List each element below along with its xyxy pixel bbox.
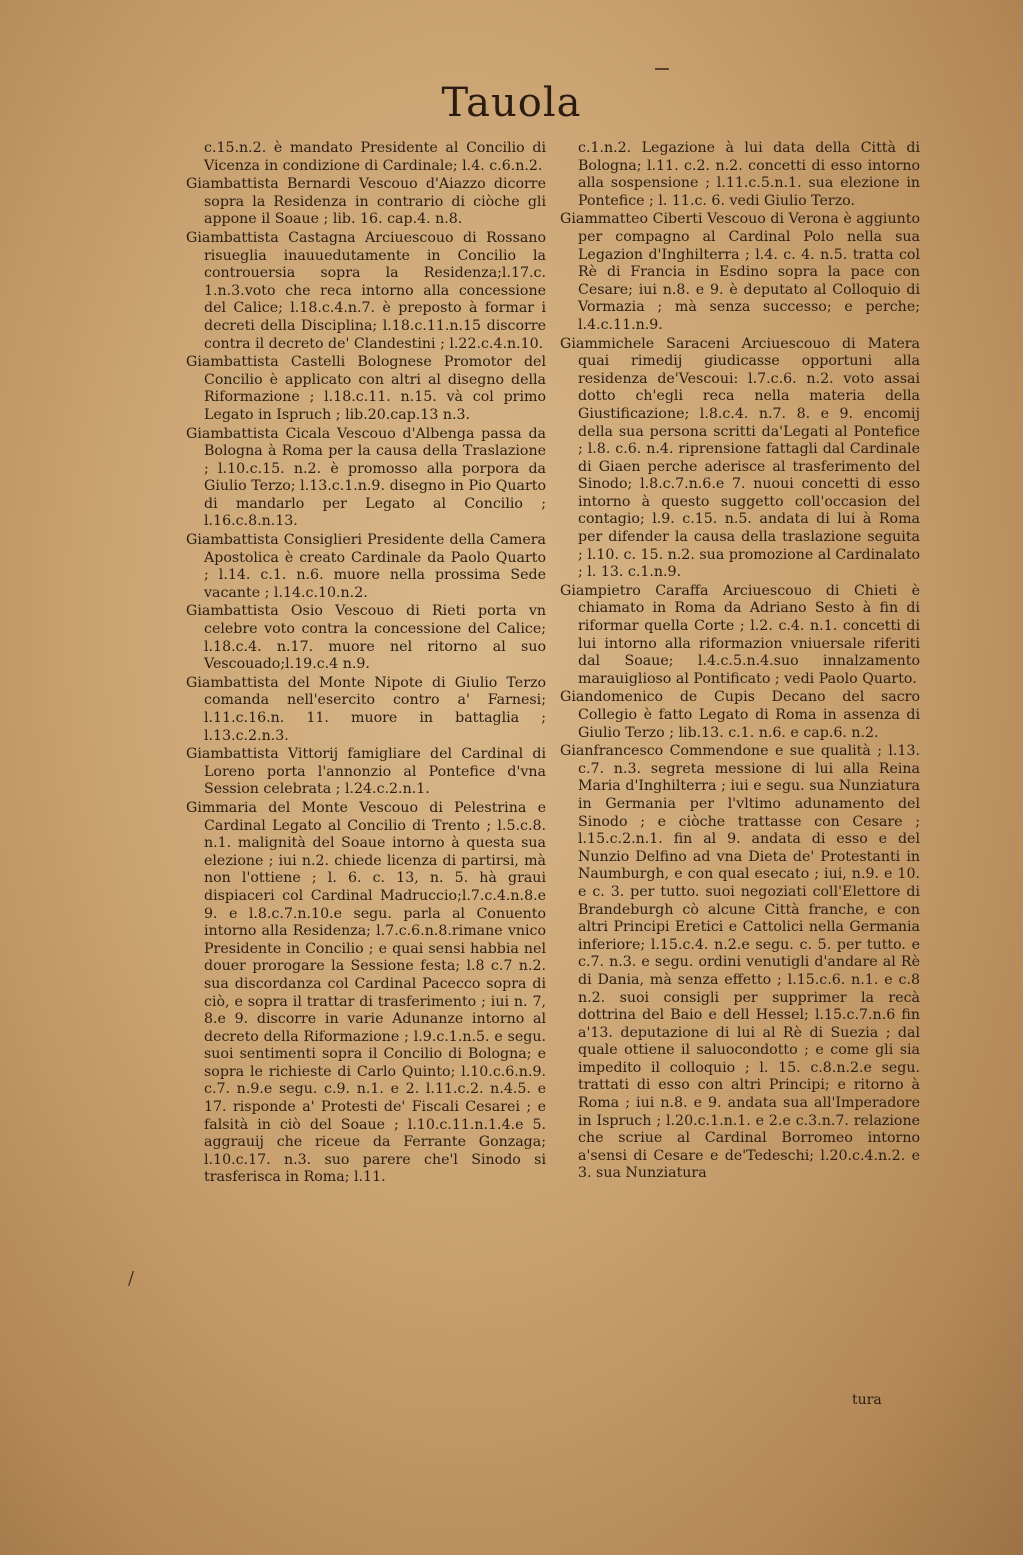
margin-mark: / <box>128 1268 135 1289</box>
right-column <box>560 140 920 1184</box>
index-entry: Giambattista Consiglieri Presidente della Camera Apostolica è creato Cardinale da Paolo Quarto ; l.14. c.1. n.6. muore nella prossima Sede vacante ; l.14.c.10.n.2. <box>186 532 546 601</box>
page-title: Tauola <box>441 80 582 126</box>
index-entry: Giambattista Castagna Arciuescouo di Rossano risueglia inauuedutamente in Concilio la controuersia sopra la Residenza;l.17.c. 1.n.3.voto che reca intorno alla concessione del Calice; l.18.c.4.n.7. è preposto à formar i decreti della Disciplina; l.18.c.11.n.15 discorre contra il decreto de' Clandestini ; l.22.c.4.n.10. <box>186 229 546 352</box>
printer-mark <box>655 68 669 70</box>
index-entry: Giambattista Cicala Vescouo d'Albenga passa da Bologna à Roma per la causa della Traslazione ; l.10.c.15. n.2. è promosso alla porpora da Giulio Terzo; l.13.c.1.n.9. disegno in Pio Quarto di mandarlo per Legato al Concilio ; l.16.c.8.n.13. <box>186 425 546 530</box>
index-entry: c.15.n.2. è mandato Presidente al Concilio di Vicenza in condizione di Cardinale; l.4. c.6.n.2. <box>204 140 546 174</box>
index-entry: Giammichele Saraceni Arciuescouo di Matera quai rimedij giudicasse opportuni alla residenza de'Vescoui: l.7.c.6. n.2. voto assai dotto ch'egli reca nella materia della Giustificazione; l.8.c.4. n.7. 8. e 9. encomij della sua persona scritti da'Legati al Pontefice ; l.8. c.6. n.4. riprensione fattagli dal Cardinale di Giaen perche aderisce al trasferimento del Sinodo; l.8.c.7.n.6.e 7. nuoui concetti di esso intorno à questo suggetto coll'occasion del contagio; l.9. c.15. n.5. andata di lui à Roma per difender la causa della traslazione seguita ; l.10. c. 15. n.2. sua promozione al Cardinalato ; l. 13. c.1.n.9. <box>560 335 920 581</box>
left-column <box>186 140 546 1188</box>
index-entry: Giandomenico de Cupis Decano del sacro Collegio è fatto Legato di Roma in assenza di Giulio Terzo ; lib.13. c.1. n.6. e cap.6. n.2. <box>560 689 920 741</box>
index-entry: Giambattista Bernardi Vescouo d'Aiazzo dicorre sopra la Residenza in contrario di ciòche gli appone il Soaue ; lib. 16. cap.4. n.8. <box>186 176 546 228</box>
index-entry: Giammatteo Ciberti Vescouo di Verona è aggiunto per compagno al Cardinal Polo nella sua Legazion d'Inghilterra ; l.4. c. 4. n.5. tratta col Rè di Francia in Esdino sopra la pace con Cesare; iui n.8. e 9. è deputato al Colloquio di Vormazia ; mà senza successo; e perche; l.4.c.11.n.9. <box>560 211 920 333</box>
index-entry: Giambattista Osio Vescouo di Rieti porta vn celebre voto contra la concessione del Calice; l.18.c.4. n.17. muore nel ritorno al suo Vescouado;l.19.c.4 n.9. <box>186 603 546 673</box>
index-entry: Gimmaria del Monte Vescouo di Pelestrina e Cardinal Legato al Concilio di Trento ; l.5.c.8. n.1. malignità del Soaue intorno à questa sua elezione ; iui n.2. chiede licenza di partirsi, mà non l'ottiene ; l. 6. c. 13, n. 5. hà graui dispiaceri col Cardinal Madruccio;l.7.c.4.n.8.e 9. e l.8.c.7.n.10.e segu. parla al Conuento intorno alla Residenza; l.7.c.6.n.8.rimane vnico Presidente in Concilio ; e quai sensi habbia nel douer prorogare la Sessione festa; l.8 c.7 n.2. sua discordanza col Cardinal Pacecco sopra di ciò, e sopra il trattar di trasferimento ; iui n. 7, 8.e 9. discorre in varie Adunanze intorno al decreto della Riformazione ; l.9.c.1.n.5. e segu. suoi sentimenti sopra il Concilio di Bologna; e sopra le richieste di Carlo Quinto; l.10.c.6.n.9. c.7. n.9.e segu. c.9. n.1. e 2. l.11.c.2. n.4.5. e 17. risponde a' Protesti de' Fiscali Cesarei ; e falsità in ciò del Soaue ; l.10.c.11.n.1.4.e 5. aggrauij che riceue da Ferrante Gonzaga; l.10.c.17. n.3. suo parere che'l Sinodo si trasferisca in Roma; l.11. <box>186 799 546 1186</box>
index-entry: Giambattista Castelli Bolognese Promotor del Concilio è applicato con altri al disegno della Riformazione ; l.18.c.11. n.15. và col primo Legato in Ispruch ; lib.20.cap.13 n.3. <box>186 354 546 423</box>
index-entry: Giambattista Vittorij famigliare del Cardinal di Loreno porta l'annonzio al Pontefice d'vna Session celebrata ; l.24.c.2.n.1. <box>186 746 546 798</box>
index-entry: Gianfrancesco Commendone e sue qualità ; l.13. c.7. n.3. segreta messione di lui alla Reina Maria d'Inghilterra ; iui e segu. sua Nunziatura in Germania per l'vltimo adunamento del Sinodo ; e ciòche trattasse con Cesare ; l.15.c.2.n.1. fin al 9. andata di esso e del Nunzio Delfino ad vna Dieta de' Protestanti in Naumburgh, e con qual esecato ; iui, n.9. e 10. e c. 3. per tutto. suoi negoziati coll'Elettore di Brandeburgh cò alcune Città franche, e con altri Principi Eretici e Cattolici nella Germania inferiore; l.15.c.4. n.2.e segu. c. 5. per tutto. e c.7. n.3. e segu. ordini venutigli d'andare al Rè di Dania, mà senza effetto ; l.15.c.6. n.1. e c.8 n.2. suoi consigli per supprimer la recà dottrina del Baio e dell Hessel; l.15.c.7.n.6 fin a'13. deputazione di lui al Rè di Suezia ; dal quale ottiene il saluocondotto ; e come gli sia impedito il colloquio ; l. 15. c.8.n.2.e segu. trattati di esso con altri Principi; e ritorno à Roma ; iui n.8. e 9. andata sua all'Imperadore in Ispruch ; l.20.c.1.n.1. e 2.e c.3.n.7. relazione che scriue al Cardinal Borromeo intorno a'sensi di Cesare e de'Tedeschi; l.20.c.4.n.2. e 3. sua Nunziatura <box>560 743 920 1182</box>
catchword: tura <box>852 1392 882 1408</box>
index-entry: Giampietro Caraffa Arciuescouo di Chieti è chiamato in Roma da Adriano Sesto à fin di riformar quella Corte ; l.2. c.4. n.1. concetti di lui intorno alla riformazion vniuersale riferiti dal Soaue; l.4.c.5.n.4.suo innalzamento marauiglioso al Pontificato ; vedi Paolo Quarto. <box>560 582 920 687</box>
index-entry: c.1.n.2. Legazione à lui data della Città di Bologna; l.11. c.2. n.2. concetti di esso intorno alla sospensione ; l.11.c.5.n.1. sua elezione in Pontefice ; l. 11.c. 6. vedi Giulio Terzo. <box>578 140 920 209</box>
index-entry: Giambattista del Monte Nipote di Giulio Terzo comanda nell'esercito contro a' Farnesi; l.11.c.16.n. 11. muore in battaglia ; l.13.c.2.n.3. <box>186 674 546 744</box>
